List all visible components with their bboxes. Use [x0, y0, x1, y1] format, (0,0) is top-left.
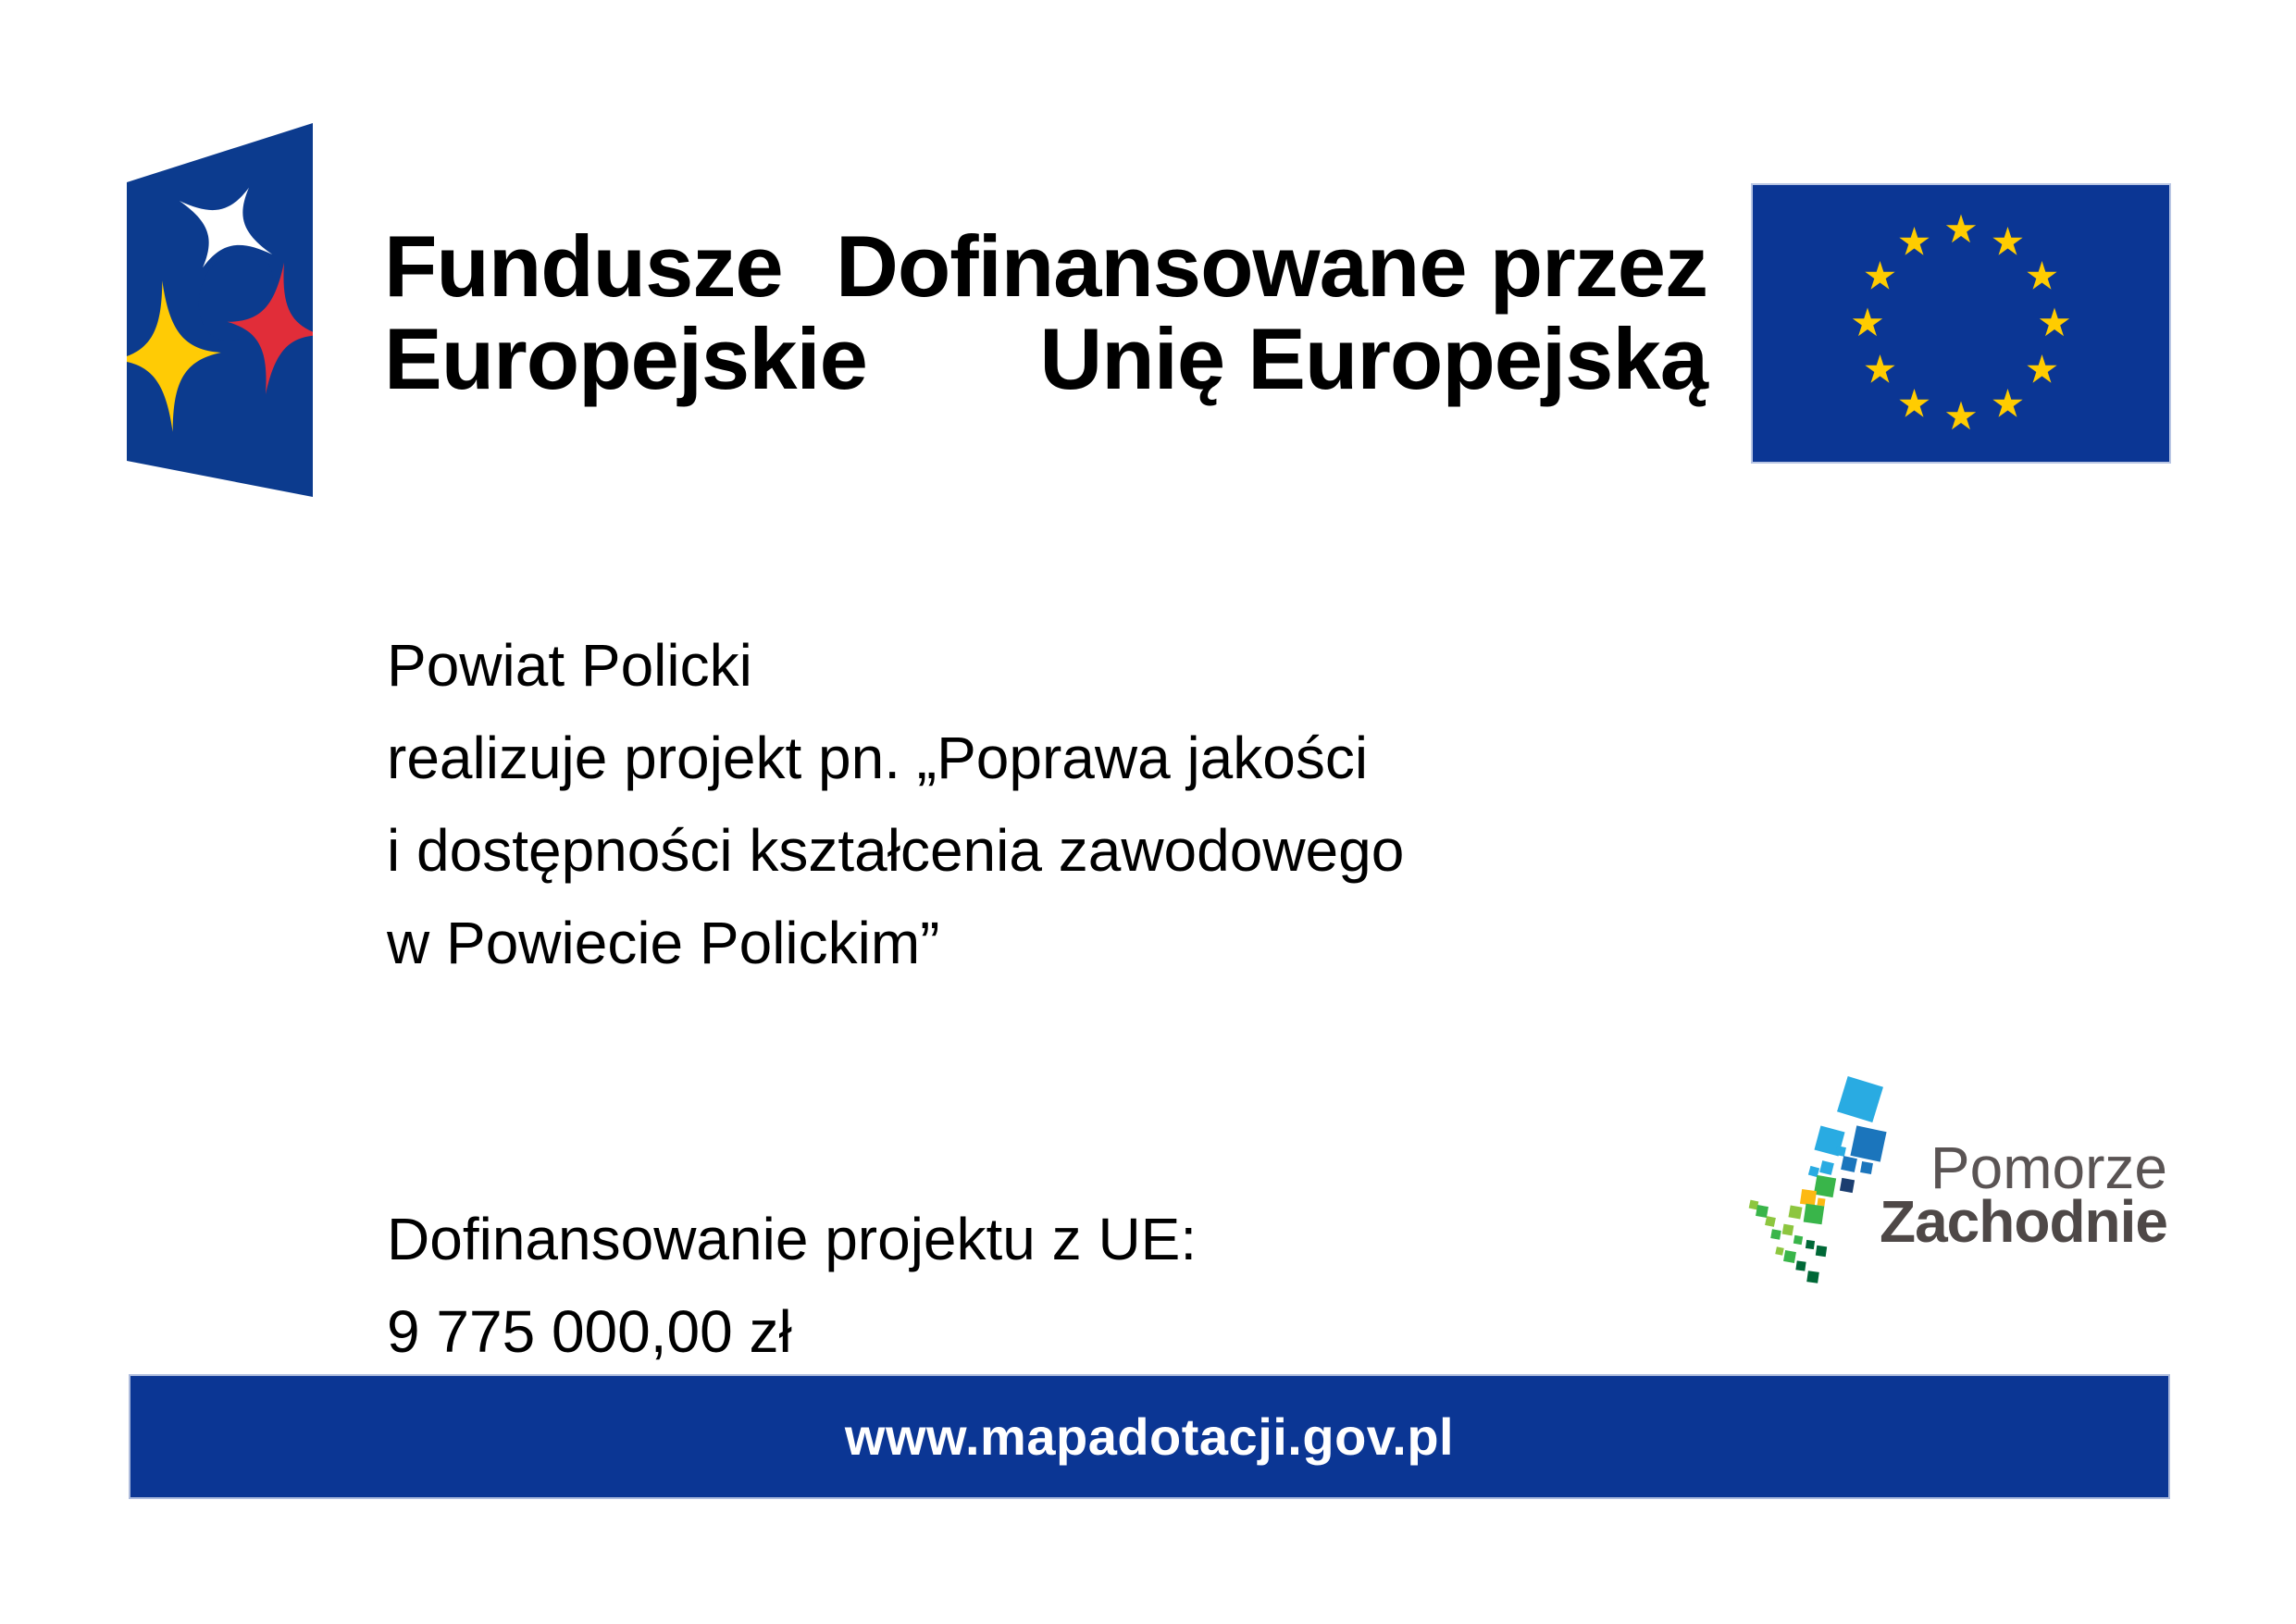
funded-by-title: [835, 217, 1707, 407]
project-line: realizuje projekt pn. „Poprawa jakości: [387, 725, 1369, 791]
footer-bar: [129, 1374, 2170, 1499]
funded-by-line2: Unię Europejską: [1039, 310, 1707, 407]
funding-line: Dofinansowanie projektu z UE:: [387, 1206, 1198, 1272]
funded-by-line1: Dofinansowane przez: [835, 217, 1707, 315]
region-logo-line2: Zachodnie: [1879, 1188, 2167, 1255]
footer-url: www.mapadotacji.gov.pl: [844, 1407, 1455, 1466]
brand-title: [384, 217, 867, 407]
funding-line: 9 775 000,00 zł: [387, 1298, 792, 1365]
project-line: i dostępności kształcenia zawodowego: [387, 817, 1405, 884]
funding-amount: [387, 1193, 1197, 1378]
brand-title-line1: Fundusze: [384, 217, 783, 315]
project-line: Powiat Policki: [387, 632, 752, 699]
fundusze-europejskie-logo-icon: [127, 123, 313, 497]
eu-flag-icon: [1751, 183, 2171, 464]
project-line: w Powiecie Polickim”: [387, 910, 940, 976]
region-logo-line1: Pomorze: [1930, 1134, 2167, 1201]
project-description: [387, 619, 1404, 989]
brand-title-line2: Europejskie: [384, 310, 867, 407]
